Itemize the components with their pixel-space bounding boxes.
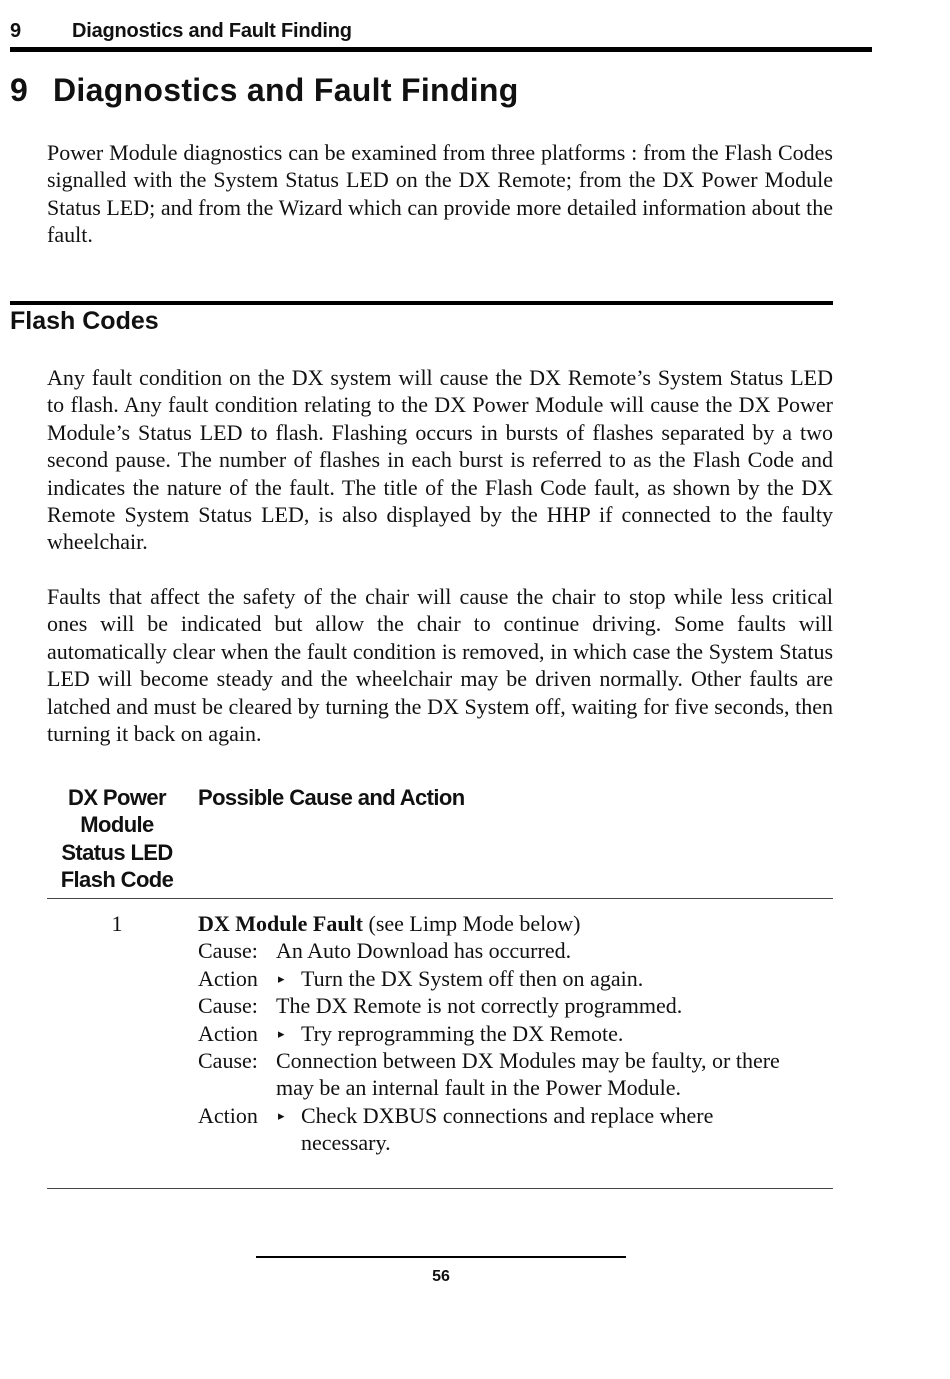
cause-text: The DX Remote is not correctly programmed.	[276, 993, 683, 1019]
table-header-flash-code	[47, 784, 187, 894]
running-header-chapter-number: 9	[10, 20, 21, 42]
flash-codes-paragraph-1: Any fault condition on the DX system will cause the DX Remote’s System Status LED to flash. Any fault condition relating to the DX Power Module will cause the DX Power Module’s Status LED to flash. Flashing occurs in bursts of flashes separated by a two second pause. The number of flashes in each burst is referred to as the Flash Code and indicates the nature of the fault. The title of the Flash Code fault, as shown by the DX Remote System Status LED, is also displayed by the HHP if connected to the faulty wheelchair.	[47, 365, 833, 555]
table-row	[198, 910, 833, 1157]
flash-codes-paragraph-2: Faults that affect the safety of the chair will cause the chair to stop while less critical ones will be indicated but allow the chair to continue driving. Some faults will automatically clear when the fault condition is removed, in which case the System Status LED will become steady and the wheelchair may be driven normally. Other faults are latched and must be cleared by turning the DX System off, waiting for five seconds, then turning it back on again.	[47, 584, 833, 747]
table-rule	[47, 898, 833, 899]
cause-label: Cause:	[198, 938, 258, 964]
action-label: Action	[198, 965, 258, 991]
fault-title: DX Module Fault	[198, 911, 363, 936]
chapter-title	[10, 72, 519, 109]
action-line	[198, 1020, 833, 1047]
table-header-line: Flash Code	[60, 867, 174, 893]
cause-line	[198, 1047, 833, 1102]
action-line	[198, 965, 833, 992]
cause-label: Cause:	[198, 1047, 258, 1073]
intro-paragraph: Power Module diagnostics can be examined from three platforms : from the Flash Codes signalled with the System Status LED on the DX Remote; from the DX Power Module Status LED; and from the Wizard which can provide more detailed information about the fault.	[47, 140, 833, 248]
table-header-line: Module	[80, 812, 154, 838]
chapter-number: 9	[10, 72, 29, 108]
cause-line	[198, 937, 833, 964]
footer-rule	[256, 1256, 626, 1258]
cause-line	[198, 992, 833, 1019]
page-number: 56	[432, 1268, 450, 1285]
action-text: Try reprogramming the DX Remote.	[301, 1020, 624, 1046]
triangle-bullet-icon: ▸	[278, 1025, 285, 1041]
action-text: Check DXBUS connections and replace where necessary.	[301, 1102, 714, 1156]
fault-note: (see Limp Mode below)	[368, 911, 581, 936]
action-line	[198, 1102, 833, 1157]
section-title-flash-codes: Flash Codes	[10, 307, 159, 335]
table-header-line: DX Power	[68, 785, 166, 810]
running-header-title: Diagnostics and Fault Finding	[72, 20, 352, 42]
triangle-bullet-icon: ▸	[278, 1107, 285, 1123]
chapter-title-text: Diagnostics and Fault Finding	[53, 72, 519, 108]
action-label: Action	[198, 1102, 258, 1128]
fault-heading	[198, 910, 833, 937]
triangle-bullet-icon: ▸	[278, 970, 285, 986]
table-header-line: Status LED	[61, 839, 173, 865]
cause-text: Connection between DX Modules may be faulty, or there may be an internal fault in the Power Module.	[276, 1047, 780, 1101]
cause-text: An Auto Download has occurred.	[276, 938, 572, 964]
action-label: Action	[198, 1020, 258, 1046]
action-text: Turn the DX System off then on again.	[301, 965, 644, 991]
section-rule	[10, 301, 833, 305]
header-rule	[10, 47, 872, 52]
flash-code-value: 1	[111, 911, 123, 936]
table-rule	[47, 1188, 833, 1189]
table-header-cause-action: Possible Cause and Action	[198, 785, 465, 810]
cause-label: Cause:	[198, 993, 258, 1019]
